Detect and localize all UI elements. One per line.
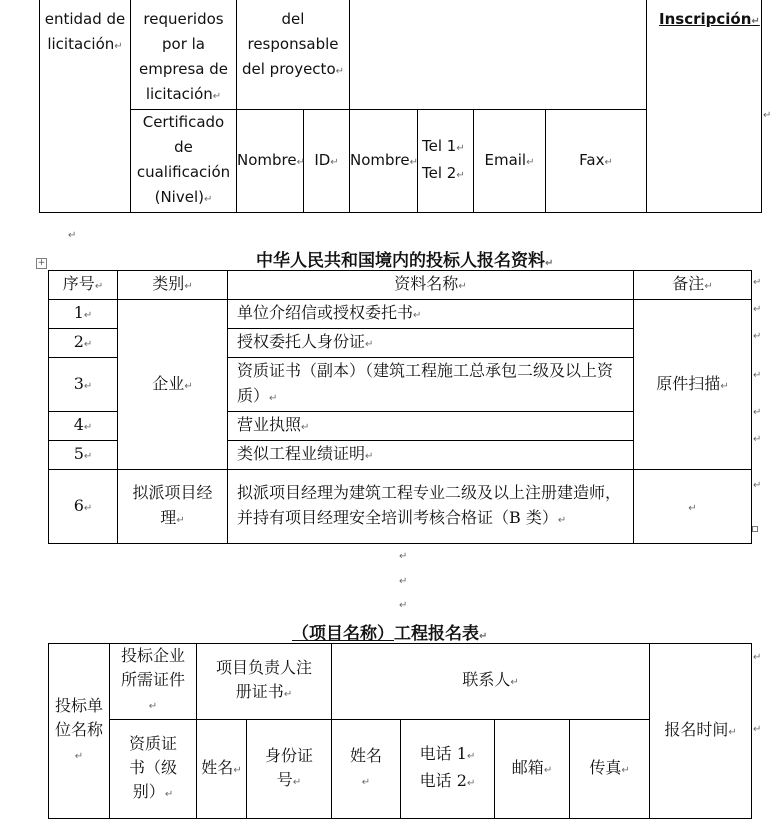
row-material: 单位介绍信或授权委托书↵ [228, 300, 634, 329]
row-material: 类似工程业绩证明↵ [228, 441, 634, 470]
requeridos-label: requeridos por la empresa de licitación [139, 10, 228, 103]
paragraph-mark-icon: ↵ [83, 502, 93, 514]
row-no: 4↵ [49, 412, 118, 441]
phone-1-label: 电话 1 [419, 744, 467, 763]
section3-title [292, 619, 487, 644]
paragraph-mark-icon: ↵ [456, 143, 465, 154]
paragraph-mark-icon: ↵ [365, 451, 374, 462]
paragraph-mark-icon: ↵ [753, 277, 762, 288]
paragraph-mark-icon: ↵ [753, 304, 762, 315]
row-no: 5↵ [49, 441, 118, 470]
paragraph-mark-icon: ↵ [753, 724, 762, 735]
cell-bidder-unit: 投标单位名称↵ [49, 644, 110, 819]
table-row [49, 300, 752, 329]
cell-inscripcion [647, 0, 762, 213]
paragraph-mark-icon: ↵ [361, 776, 371, 788]
paragraph-mark-icon: ↵ [458, 281, 467, 292]
paragraph-mark-icon: ↵ [301, 422, 310, 433]
cell-contact: 联系人↵ [332, 644, 650, 720]
paragraph-mark-icon: ↵ [83, 451, 93, 462]
category-manager: 拟派项目经理↵ [118, 470, 228, 544]
row-material: 拟派项目经理为建筑工程专业二级及以上注册建造师，并持有项目经理安全培训考核合格证（B 类）↵ [228, 470, 634, 544]
tel-1-label: Tel 1 [422, 137, 457, 155]
paragraph-mark-icon: ↵ [751, 16, 760, 27]
entidad-label: entidad de licitación [44, 10, 126, 53]
paragraph-mark-icon: ↵ [212, 91, 222, 102]
paragraph-mark-icon: ↵ [399, 600, 408, 611]
header-no: 序号↵ [49, 271, 118, 300]
paragraph-mark-icon: ↵ [330, 156, 339, 168]
paragraph-mark-icon: ↵ [292, 776, 302, 788]
paragraph-mark-icon: ↵ [176, 515, 185, 526]
paragraph-mark-icon: ↵ [203, 194, 213, 205]
bidder-materials-table [48, 270, 752, 544]
row-material: 营业执照↵ [228, 412, 634, 441]
paragraph-mark-icon: ↵ [753, 652, 762, 663]
paragraph-mark-icon: ↵ [409, 156, 418, 168]
row-no: 2↵ [49, 329, 118, 358]
cell-id [304, 110, 350, 213]
cell-email: 邮箱↵ [495, 720, 570, 819]
paragraph-mark-icon: ↵ [399, 551, 408, 562]
cell-name-2: 姓名↵ [332, 720, 401, 819]
cell-qualification: 资质证书（级别）↵ [110, 720, 197, 819]
cell-certificado [131, 110, 237, 213]
email-label: Email [484, 150, 527, 169]
header-remark: 备注↵ [634, 271, 752, 300]
row-material: 授权委托人身份证↵ [228, 329, 634, 358]
paragraph-mark-icon: ↵ [283, 689, 293, 700]
paragraph-mark-icon: ↵ [164, 788, 174, 800]
certificado-label: Certificado de cualificación (Nivel) [136, 113, 231, 206]
row-no: 6↵ [49, 470, 118, 544]
paragraph-mark-icon: ↵ [688, 502, 697, 514]
category-enterprise: 企业↵ [118, 300, 228, 470]
paragraph-mark-icon: ↵ [466, 751, 476, 762]
paragraph-mark-icon: ↵ [704, 281, 713, 292]
paragraph-mark-icon: ↵ [728, 726, 737, 738]
paragraph-mark-icon: ↵ [466, 778, 476, 789]
paragraph-mark-icon: ↵ [543, 764, 553, 776]
paragraph-mark-icon: ↵ [753, 370, 762, 381]
cell-nombre-1 [237, 110, 304, 213]
cell-responsable [237, 0, 350, 110]
table-resize-handle[interactable] [752, 526, 758, 532]
paragraph-mark-icon: ↵ [114, 41, 123, 52]
phone-2-label: 电话 2 [419, 771, 467, 790]
row-material: 资质证书（副本）（建筑工程施工总承包二级及以上资质）↵ [228, 358, 634, 412]
cell-registration-time: 报名时间↵ [650, 644, 752, 819]
inscripcion-label: Inscripción [659, 10, 752, 28]
cell-manager-cert: 项目负责人注册证书↵ [197, 644, 332, 720]
paragraph-mark-icon: ↵ [510, 677, 519, 688]
row-end-mark: ↵ [763, 110, 772, 121]
paragraph-mark-icon: ↵ [753, 407, 762, 418]
cell-nombre-2 [350, 110, 418, 213]
section2-title: 中华人民共和国境内的投标人报名资料↵ [256, 251, 554, 271]
paragraph-mark-icon: ↵ [621, 764, 630, 776]
paragraph-mark-icon: ↵ [526, 156, 535, 168]
paragraph-mark-icon: ↵ [269, 393, 278, 404]
paragraph-mark-icon: ↵ [753, 434, 762, 445]
paragraph-mark-icon: ↵ [753, 480, 762, 491]
nombre-2-label: Nombre [350, 150, 410, 169]
paragraph-mark-icon: ↵ [753, 331, 762, 342]
remark-original-scan: 原件扫描↵ [634, 300, 752, 470]
cell-required-certs: 投标企业所需证件↵ [110, 644, 197, 720]
row-no: 3↵ [49, 358, 118, 412]
paragraph-mark-icon: ↵ [94, 281, 104, 292]
paragraph-mark-icon: ↵ [365, 339, 374, 350]
paragraph-mark-icon: ↵ [456, 170, 465, 181]
paragraph-mark-icon: ↵ [399, 576, 408, 587]
cell-entidad [40, 0, 131, 213]
paragraph-mark-icon: ↵ [233, 764, 242, 776]
cell-requeridos [131, 0, 237, 110]
paragraph-mark-icon: ↵ [148, 701, 158, 712]
project-registration-form [48, 643, 752, 819]
fax-label: Fax [579, 150, 605, 169]
paragraph-mark-icon: ↵ [83, 422, 93, 433]
cell-tel [418, 110, 474, 213]
paragraph-mark-icon: ↵ [479, 631, 488, 642]
table-row [49, 470, 752, 544]
cell-fax: 传真↵ [570, 720, 650, 819]
title-rest: 工程报名表 [394, 624, 479, 644]
paragraph-mark-icon: ↵ [184, 380, 193, 392]
paragraph-mark-icon: ↵ [83, 380, 93, 392]
paragraph-mark-icon: ↵ [296, 156, 305, 168]
cell-fax [546, 110, 647, 213]
paragraph-mark-icon: ↵ [83, 310, 93, 321]
paragraph-mark-icon: ↵ [545, 258, 554, 269]
paragraph-mark-icon: ↵ [74, 750, 84, 762]
paragraph-mark-icon: ↵ [184, 281, 193, 292]
cell-id-no: 身份证号↵ [247, 720, 332, 819]
paragraph-mark-icon: ↵ [413, 310, 422, 321]
header-category: 类别↵ [118, 271, 228, 300]
header-material-name: 资料名称↵ [228, 271, 634, 300]
nombre-1-label: Nombre [237, 150, 297, 169]
registration-table-spanish [39, 0, 762, 213]
cell-email [474, 110, 546, 213]
cell-contacto-empty [350, 0, 647, 110]
cell-name-1: 姓名↵ [197, 720, 247, 819]
title-project-name: （项目名称） [292, 624, 394, 644]
id-label: ID [314, 150, 331, 169]
responsable-label: del responsable del proyecto [241, 10, 339, 78]
paragraph-mark: ↵ [68, 230, 77, 241]
table-move-handle-icon[interactable]: + [37, 258, 46, 268]
tel-2-label: Tel 2 [422, 164, 457, 182]
paragraph-mark-icon: ↵ [557, 515, 567, 526]
paragraph-mark-icon: ↵ [83, 339, 93, 350]
paragraph-mark-icon: ↵ [335, 66, 345, 77]
row-no: 1↵ [49, 300, 118, 329]
paragraph-mark-icon: ↵ [604, 156, 613, 168]
paragraph-mark-icon: ↵ [720, 380, 729, 392]
cell-phones [401, 720, 495, 819]
remark-empty [634, 470, 752, 544]
